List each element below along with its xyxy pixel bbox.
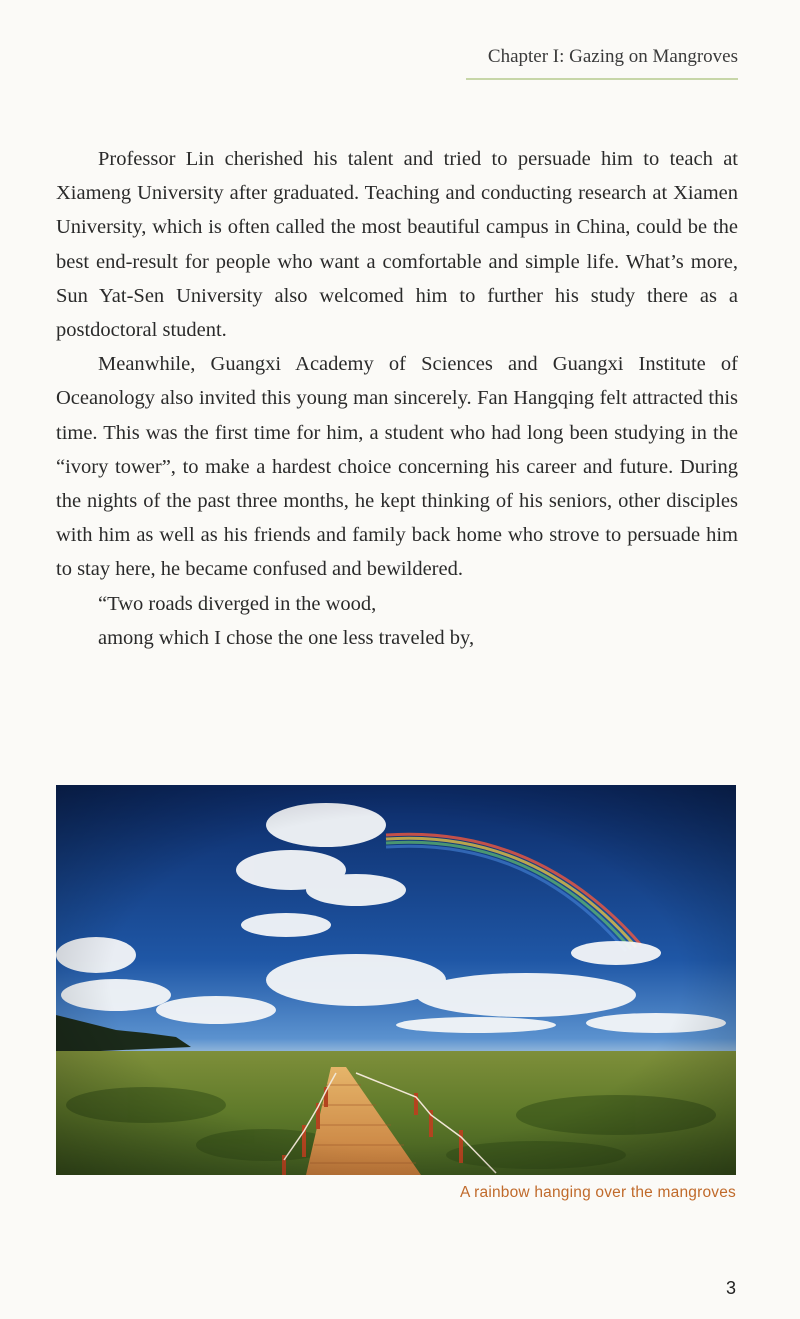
chapter-title: Chapter I: Gazing on Mangroves <box>487 46 738 67</box>
figure-caption: A rainbow hanging over the mangroves <box>459 1184 736 1201</box>
header-rule <box>466 78 738 80</box>
paragraph: Professor Lin cherished his talent and tried to persuade him to teach at Xiameng University after graduated. Teaching and conducting research at Xiamen University, which is often called the most beautiful campus in China, could be the best end-result for people who want a comfortable and simple life. What’s more, Sun Yat-Sen University also welcomed him to further his study there as a postdoctoral student. <box>56 148 738 342</box>
running-head <box>56 44 738 82</box>
paragraph: Meanwhile, Guangxi Academy of Sciences and Guangxi Institute of Oceanology also invited this young man sincerely. Fan Hangqing felt attracted this time. This was the first time for him, a student who had long been studying in the “ivory tower”, to make a hardest choice concerning his career and future. During the nights of the past three months, he kept thinking of his seniors, other disciples with him as well as his friends and family back home who strove to persuade him to stay here, he became confused and bewildered. <box>56 353 738 581</box>
page-number: 3 <box>725 1278 736 1298</box>
mangrove-photo <box>56 785 736 1175</box>
body-text <box>56 142 738 655</box>
verse-line: among which I chose the one less traveled by, <box>98 626 475 649</box>
verse-line: “Two roads diverged in the wood, <box>98 592 377 615</box>
